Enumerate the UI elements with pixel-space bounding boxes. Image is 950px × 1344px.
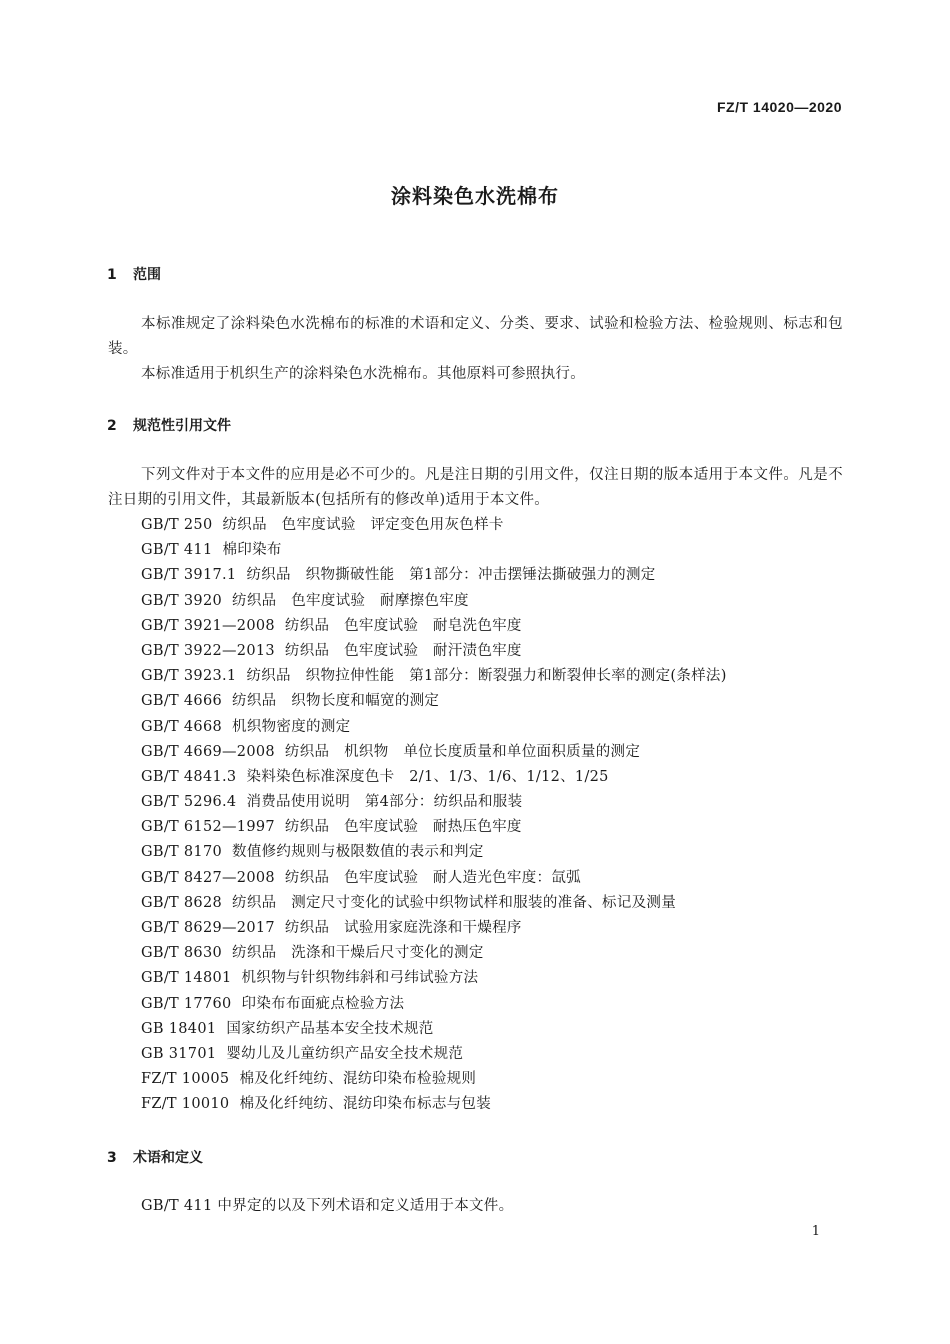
reference-item	[141, 765, 727, 790]
reference-title: 国家纺织产品基本安全技术规范	[226, 1020, 434, 1037]
reference-code: GB/T 8427—2008	[141, 869, 275, 886]
section-title: 范围	[133, 267, 161, 283]
page-number: 1	[811, 1224, 820, 1239]
reference-item	[141, 1092, 727, 1117]
reference-title: 印染布布面疵点检验方法	[241, 995, 405, 1012]
section-title: 规范性引用文件	[133, 418, 231, 434]
reference-item	[141, 966, 727, 991]
scope-paragraph-1: 本标准规定了涂料染色水洗棉布的标准的术语和定义、分类、要求、试验和检验方法、检验规则、标志和包装。	[108, 316, 843, 357]
reference-code: GB/T 8628	[141, 894, 223, 911]
section-3-heading	[107, 1147, 203, 1167]
reference-title: 机织物与针织物纬斜和弓纬试验方法	[241, 970, 479, 987]
reference-title: 纺织品 色牢度试验 耐人造光色牢度：氙弧	[284, 869, 581, 886]
reference-title: 棉及化纤纯纺、混纺印染布检验规则	[239, 1071, 477, 1088]
reference-code: FZ/T 10005	[141, 1071, 230, 1088]
reference-title: 染料染色标准深度色卡 2/1、1/3、1/6、1/12、1/25	[246, 768, 609, 785]
reference-item	[141, 563, 727, 588]
section-1-heading	[107, 264, 161, 284]
reference-code: GB/T 3920	[141, 592, 223, 609]
reference-item	[141, 992, 727, 1017]
standard-code: FZ/T 14020—2020	[716, 99, 842, 115]
reference-item	[141, 840, 727, 865]
document-title: 涂料染色水洗棉布	[391, 184, 559, 208]
reference-code: GB/T 4666	[141, 693, 223, 710]
reference-title: 纺织品 色牢度试验 评定变色用灰色样卡	[222, 517, 504, 533]
reference-title: 纺织品 试验用家庭洗涤和干燥程序	[284, 920, 522, 936]
section-number: 3	[107, 1150, 117, 1166]
section-2-heading	[107, 415, 231, 435]
reference-item	[141, 790, 727, 815]
terms-paragraph: GB/T 411 中界定的以及下列术语和定义适用于本文件。	[141, 1198, 514, 1214]
reference-item	[141, 689, 727, 714]
reference-code: GB/T 8170	[141, 844, 223, 861]
reference-code: GB/T 250	[141, 517, 213, 533]
reference-code: GB/T 3923.1	[141, 668, 237, 685]
reference-title: 纺织品 织物拉伸性能 第1部分：断裂强力和断裂伸长率的测定(条样法)	[246, 668, 727, 685]
reference-title: 纺织品 色牢度试验 耐热压色牢度	[284, 819, 522, 836]
reference-item	[141, 639, 727, 664]
reference-code: GB 18401	[141, 1020, 217, 1037]
reference-item	[141, 866, 727, 891]
section-title: 术语和定义	[133, 1150, 203, 1166]
reference-code: GB/T 17760	[141, 995, 232, 1012]
reference-item	[141, 916, 727, 941]
reference-title: 棉及化纤纯纺、混纺印染布标志与包装	[239, 1096, 492, 1113]
reference-code: GB/T 8629—2017	[141, 920, 275, 936]
reference-title: 数值修约规则与极限数值的表示和判定	[232, 844, 484, 861]
section-number: 2	[107, 418, 117, 434]
section-number: 1	[107, 267, 117, 283]
reference-item	[141, 815, 727, 840]
reference-title: 婴幼儿及儿童纺织产品安全技术规范	[226, 1045, 464, 1062]
reference-title: 纺织品 测定尺寸变化的试验中织物试样和服装的准备、标记及测量	[232, 894, 677, 911]
reference-item	[141, 513, 727, 538]
reference-title: 纺织品 色牢度试验 耐汗渍色牢度	[284, 642, 522, 659]
reference-code: GB/T 3922—2013	[141, 642, 275, 659]
reference-title: 纺织品 织物撕破性能 第1部分：冲击摆锤法撕破强力的测定	[246, 567, 656, 584]
reference-item	[141, 614, 727, 639]
reference-item	[141, 1042, 727, 1067]
reference-item	[141, 664, 727, 689]
reference-code: GB/T 8630	[141, 945, 223, 962]
reference-code: GB/T 4669—2008	[141, 743, 275, 760]
reference-title: 纺织品 机织物 单位长度质量和单位面积质量的测定	[284, 743, 641, 760]
reference-item	[141, 740, 727, 765]
reference-item	[141, 589, 727, 614]
reference-title: 纺织品 色牢度试验 耐皂洗色牢度	[284, 617, 522, 634]
reference-item	[141, 538, 727, 563]
reference-item	[141, 1017, 727, 1042]
reference-title: 棉印染布	[222, 542, 282, 559]
reference-item	[141, 941, 727, 966]
reference-code: GB/T 5296.4	[141, 794, 237, 811]
references-intro: 下列文件对于本文件的应用是必不可少的。凡是注日期的引用文件，仅注日期的版本适用于本文件。凡是不注日期的引用文件，其最新版本(包括所有的修改单)适用于本文件。	[108, 467, 843, 508]
reference-title: 消费品使用说明 第4部分：纺织品和服装	[246, 794, 523, 811]
reference-item	[141, 715, 727, 740]
reference-item	[141, 1067, 727, 1092]
reference-code: GB/T 4841.3	[141, 768, 237, 785]
reference-item	[141, 891, 727, 916]
scope-paragraph-2: 本标准适用于机织生产的涂料染色水洗棉布。其他原料可参照执行。	[141, 366, 585, 382]
reference-title: 纺织品 织物长度和幅宽的测定	[232, 693, 440, 710]
reference-code: GB/T 411	[141, 542, 213, 559]
reference-code: GB/T 6152—1997	[141, 819, 275, 836]
reference-title: 纺织品 洗涤和干燥后尺寸变化的测定	[232, 945, 484, 962]
reference-title: 机织物密度的测定	[232, 718, 351, 735]
reference-title: 纺织品 色牢度试验 耐摩擦色牢度	[232, 592, 469, 609]
reference-code: FZ/T 10010	[141, 1096, 230, 1113]
reference-list	[141, 513, 727, 1118]
reference-code: GB/T 3921—2008	[141, 617, 275, 634]
reference-code: GB/T 3917.1	[141, 567, 237, 584]
reference-code: GB/T 4668	[141, 718, 223, 735]
reference-code: GB/T 14801	[141, 970, 232, 987]
reference-code: GB 31701	[141, 1045, 217, 1062]
